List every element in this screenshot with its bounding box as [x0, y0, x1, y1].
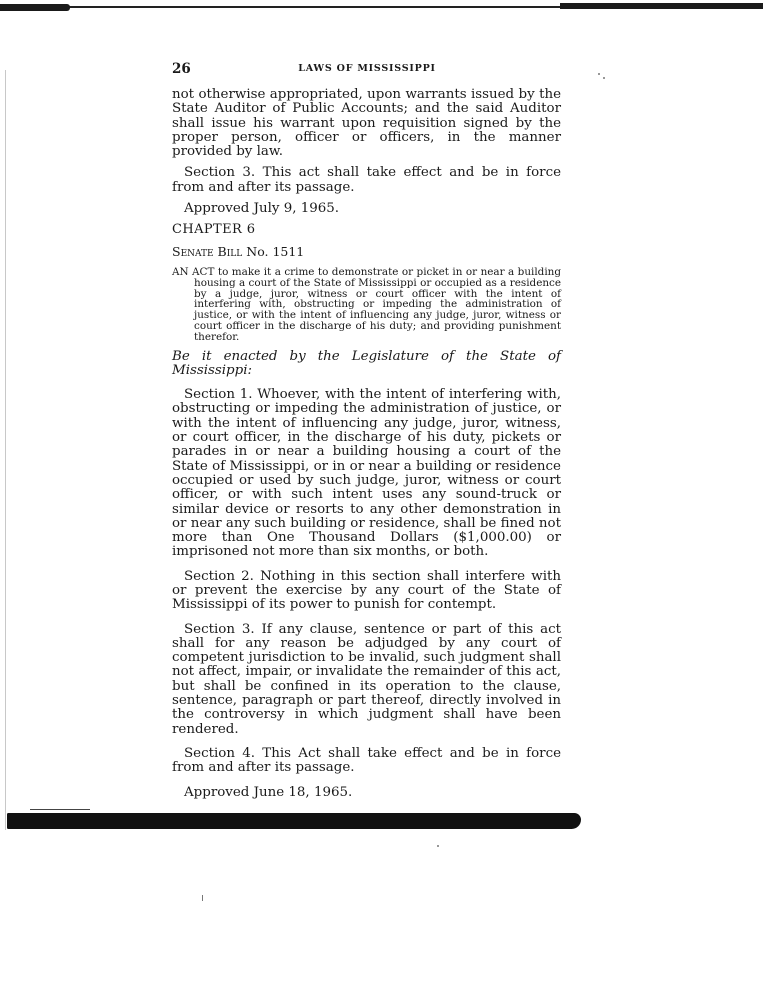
scan-top-edge [0, 0, 763, 14]
page-body [172, 88, 561, 800]
bill-prefix: Senate Bill [172, 243, 243, 259]
scan-speck [603, 77, 605, 79]
scan-speck [437, 845, 439, 847]
previous-section-3: Section 3. This act shall take effect and be in force from and after its passage. [172, 165, 561, 195]
bill-heading [172, 245, 561, 259]
scan-speck [202, 895, 203, 901]
scan-speck [598, 73, 600, 75]
enacting-clause: Be it enacted by the Legislature of the State of Mississippi: [172, 348, 561, 378]
bill-number: No. 1511 [246, 243, 305, 259]
page-header [172, 61, 562, 77]
page-number: 26 [172, 61, 191, 77]
section-1: Section 1. Whoever, with the intent of interfering with, obstructing or impeding the administration of justice, or with the intent of influencing any judge, juror, witness, or court officer, in the discharge of his duty, pickets or parades in or near a building housing a court of the State of Mississippi, or in or near a building or residence occupied or used by such judge, juror, witness or court officer, or with such intent uses any sound-truck or similar device or resorts to any other demonstration in or near any such building or residence, shall be fined not more than One Thousand Dollars ($1,000.00) or imprisoned not more than six months, or both. [172, 387, 561, 560]
continuation-paragraph: not otherwise appropriated, upon warrants issued by the State Auditor of Public Accounts; and the said Auditor shall issue his warrant upon requisition signed by the proper person, officer or officers, in the manner provided by law. [172, 87, 561, 160]
previous-approval-date: Approved July 9, 1965. [184, 201, 340, 217]
section-4: Section 4. This Act shall take effect and be in force from and after its passage. [172, 745, 561, 776]
scan-top-right-mark [560, 3, 763, 9]
section-3: Section 3. If any clause, sentence or part of this act shall for any reason be adjudged by any court of competent jurisdiction to be invalid, such judgment shall not affect, impair, or invalidate the remainder of this act, but shall be confined in its operation to the clause, sentence, paragraph or part thereof, directly involved in the controversy in which judgment shall have been rendered. [172, 621, 561, 737]
scan-left-margin-line [5, 70, 6, 830]
act-title: AN ACT to make it a crime to demonstrate or picket in or near a building housing a court of the State of Mississippi or occupied as a residence by a judge, juror, witness or court officer with the intent of interfering with, obstructing or impeding the administration of justice, or with the intent of influencing any judge, juror, witness or court officer in the discharge of his duty; and providing punishment therefor. [172, 265, 561, 343]
section-2: Section 2. Nothing in this section shall interfere with or prevent the exercise by any court of the State of Mississippi of its power to punish for contempt. [172, 568, 561, 613]
scan-bottom-band [7, 813, 581, 829]
chapter-heading: CHAPTER 6 [172, 222, 256, 238]
scan-top-left-mark [0, 4, 70, 11]
running-head: LAWS OF MISSISSIPPI [298, 63, 436, 74]
approval-date: Approved June 18, 1965. [184, 784, 353, 800]
